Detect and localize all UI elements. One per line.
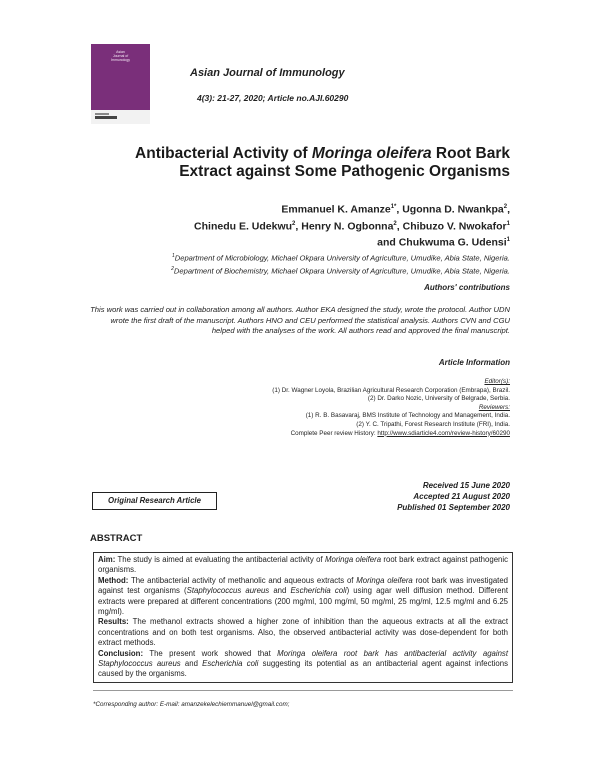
editor-item: (2) Dr. Darko Nozic, University of Belgrade, Serbia. (367, 395, 510, 403)
abstract-species: Moringa oleifera (356, 575, 413, 585)
author-sep: , (507, 203, 510, 216)
author-sep: , (396, 203, 403, 216)
abstract-text: The present work showed that (143, 648, 278, 658)
journal-name: Asian Journal of Immunology (190, 67, 345, 79)
abstract-text: and (269, 586, 291, 596)
editors-label: Editor(s): (484, 378, 510, 385)
author-name: Ugonna D. Nwankpa (402, 203, 504, 216)
abstract-conclusion (98, 649, 508, 680)
abstract-text: ) using agar well diffusion method. Different extracts were prepared at different concentrations (200 mg/ml, 100 mg/ml, 50 mg/ml, 25 mg/ml, 12.5 mg/ml and 6.25 mg/ml). (98, 586, 508, 617)
author-sup: 1* (390, 204, 397, 210)
affiliation-item (80, 251, 510, 264)
author-sup: 2 (393, 220, 397, 227)
abstract-heading: ABSTRACT (90, 533, 143, 544)
author-and: and (377, 236, 399, 249)
affiliation-item (80, 264, 510, 277)
article-info (150, 378, 510, 438)
journal-cover-thumbnail (91, 44, 150, 124)
abstract-organism: Escherichia coli (290, 586, 347, 596)
abstract-text: suggesting its potential as an antibacterial agent against infections caused by the organisms. (98, 659, 508, 679)
abstract-method (98, 576, 508, 618)
date-published: Published 01 September 2020 (397, 503, 510, 512)
title-species: Moringa oleifera (311, 145, 432, 162)
review-history (150, 430, 510, 439)
author-name: Emmanuel K. Amanze (281, 203, 391, 216)
affiliation-sup: 2 (171, 265, 174, 272)
abstract-text: The study is aimed at evaluating the antibacterial activity of (115, 555, 325, 564)
abstract-text: The antibacterial activity of methanolic and aqueous extracts of (128, 575, 357, 585)
cover-line-2: Journal of (112, 54, 129, 58)
abstract-aim-label: Aim: (98, 555, 116, 564)
author-sup: 1 (506, 237, 510, 243)
contributions-heading: Authors' contributions (424, 283, 510, 292)
affiliation-text: Department of Microbiology, Michael Okpara University of Agriculture, Umudike, Abia State, Nigeria. (174, 253, 510, 263)
cover-line-3: Immunology (110, 58, 131, 62)
abstract-organism: Staphylococcus aureus (186, 586, 270, 596)
contributions-text: This work was carried out in collaboration among all authors. Author EKA designed the study, wrote the protocol. Author UDN wrote the first draft of the manuscript. Authors HNO and CEU performed the statistical analysis. Authors CVN and CGU helped with the analyses of the work. All authors read and approved the final manuscript. (90, 305, 510, 335)
abstract-aim (98, 555, 508, 576)
editor-item: (1) Dr. Wagner Loyola, Brazilian Agricultural Research Corporation (Embrapa), Brazil. (272, 386, 510, 394)
abstract-results (98, 617, 508, 648)
reviewer-item: (1) R. B. Basavaraj, BMS Institute of Technology and Management, India. (305, 412, 510, 420)
date-accepted: Accepted 21 August 2020 (413, 492, 510, 501)
author-list (150, 200, 510, 250)
abstract-conclusion-label: Conclusion: (98, 648, 144, 658)
article-title (80, 145, 510, 181)
article-dates (330, 480, 510, 513)
abstract-text: The methanol extracts showed a higher zone of inhibition than the aqueous extracts at all the extract concentrations and on both test organisms. Also, the observed antibacterial activity was dose-dependent for both extract methods. (98, 617, 508, 648)
author-sup: 2 (503, 204, 508, 210)
journal-issue: 4(3): 21-27, 2020; Article no.AJI.60290 (197, 93, 349, 103)
author-sup: 2 (292, 220, 296, 227)
author-name: Henry N. Ogbonna (301, 220, 394, 232)
footnote-divider (93, 690, 513, 691)
abstract-organism: Escherichia coli (202, 659, 259, 669)
date-received: Received 15 June 2020 (422, 481, 510, 490)
author-name: Chukwuma G. Udensi (398, 236, 507, 249)
affiliations (80, 251, 510, 276)
abstract-italic-text: Moringa oleifera root bark has antibacterial activity against Staphylococcus aureus (98, 648, 508, 669)
abstract-text: root bark extract against pathogenic organisms. (98, 555, 508, 575)
title-part-1: Antibacterial Activity of (135, 145, 312, 162)
corresponding-author-footnote: *Corresponding author: E-mail: amanzekelechiemmanuel@gmail.com; (93, 701, 290, 708)
author-name: Chibuzo V. Nwokafor (402, 220, 507, 232)
author-sep: , (396, 220, 403, 232)
abstract-text: root bark was investigated against test organisms ( (98, 575, 508, 596)
abstract-method-label: Method: (98, 575, 129, 585)
abstract-box (93, 552, 513, 683)
author-sep: , (295, 220, 302, 232)
article-type-badge: Original Research Article (92, 492, 217, 510)
article-info-heading: Article Information (438, 358, 510, 367)
reviewer-item: (2) Y. C. Tripathi, Forest Research Institute (FRI), India. (356, 420, 510, 428)
abstract-species: Moringa oleifera (324, 555, 382, 564)
author-sup: 1 (506, 220, 510, 227)
author-name: Chinedu E. Udekwu (194, 220, 293, 232)
affiliation-sup: 1 (171, 253, 175, 259)
title-part-2: Root Bark Extract against Some Pathogenic Organisms (179, 145, 510, 180)
review-history-label: Complete Peer review History: (290, 429, 378, 437)
abstract-text: and (180, 659, 203, 669)
review-history-link[interactable]: http://www.sdiarticle4.com/review-history/60290 (377, 429, 510, 437)
cover-line-1: Asian (116, 50, 125, 54)
reviewers-label: Reviewers: (478, 403, 510, 411)
abstract-results-label: Results: (98, 617, 129, 627)
affiliation-text: Department of Biochemistry, Michael Okpara University of Agriculture, Umudike, Abia State, Nigeria. (173, 266, 510, 276)
